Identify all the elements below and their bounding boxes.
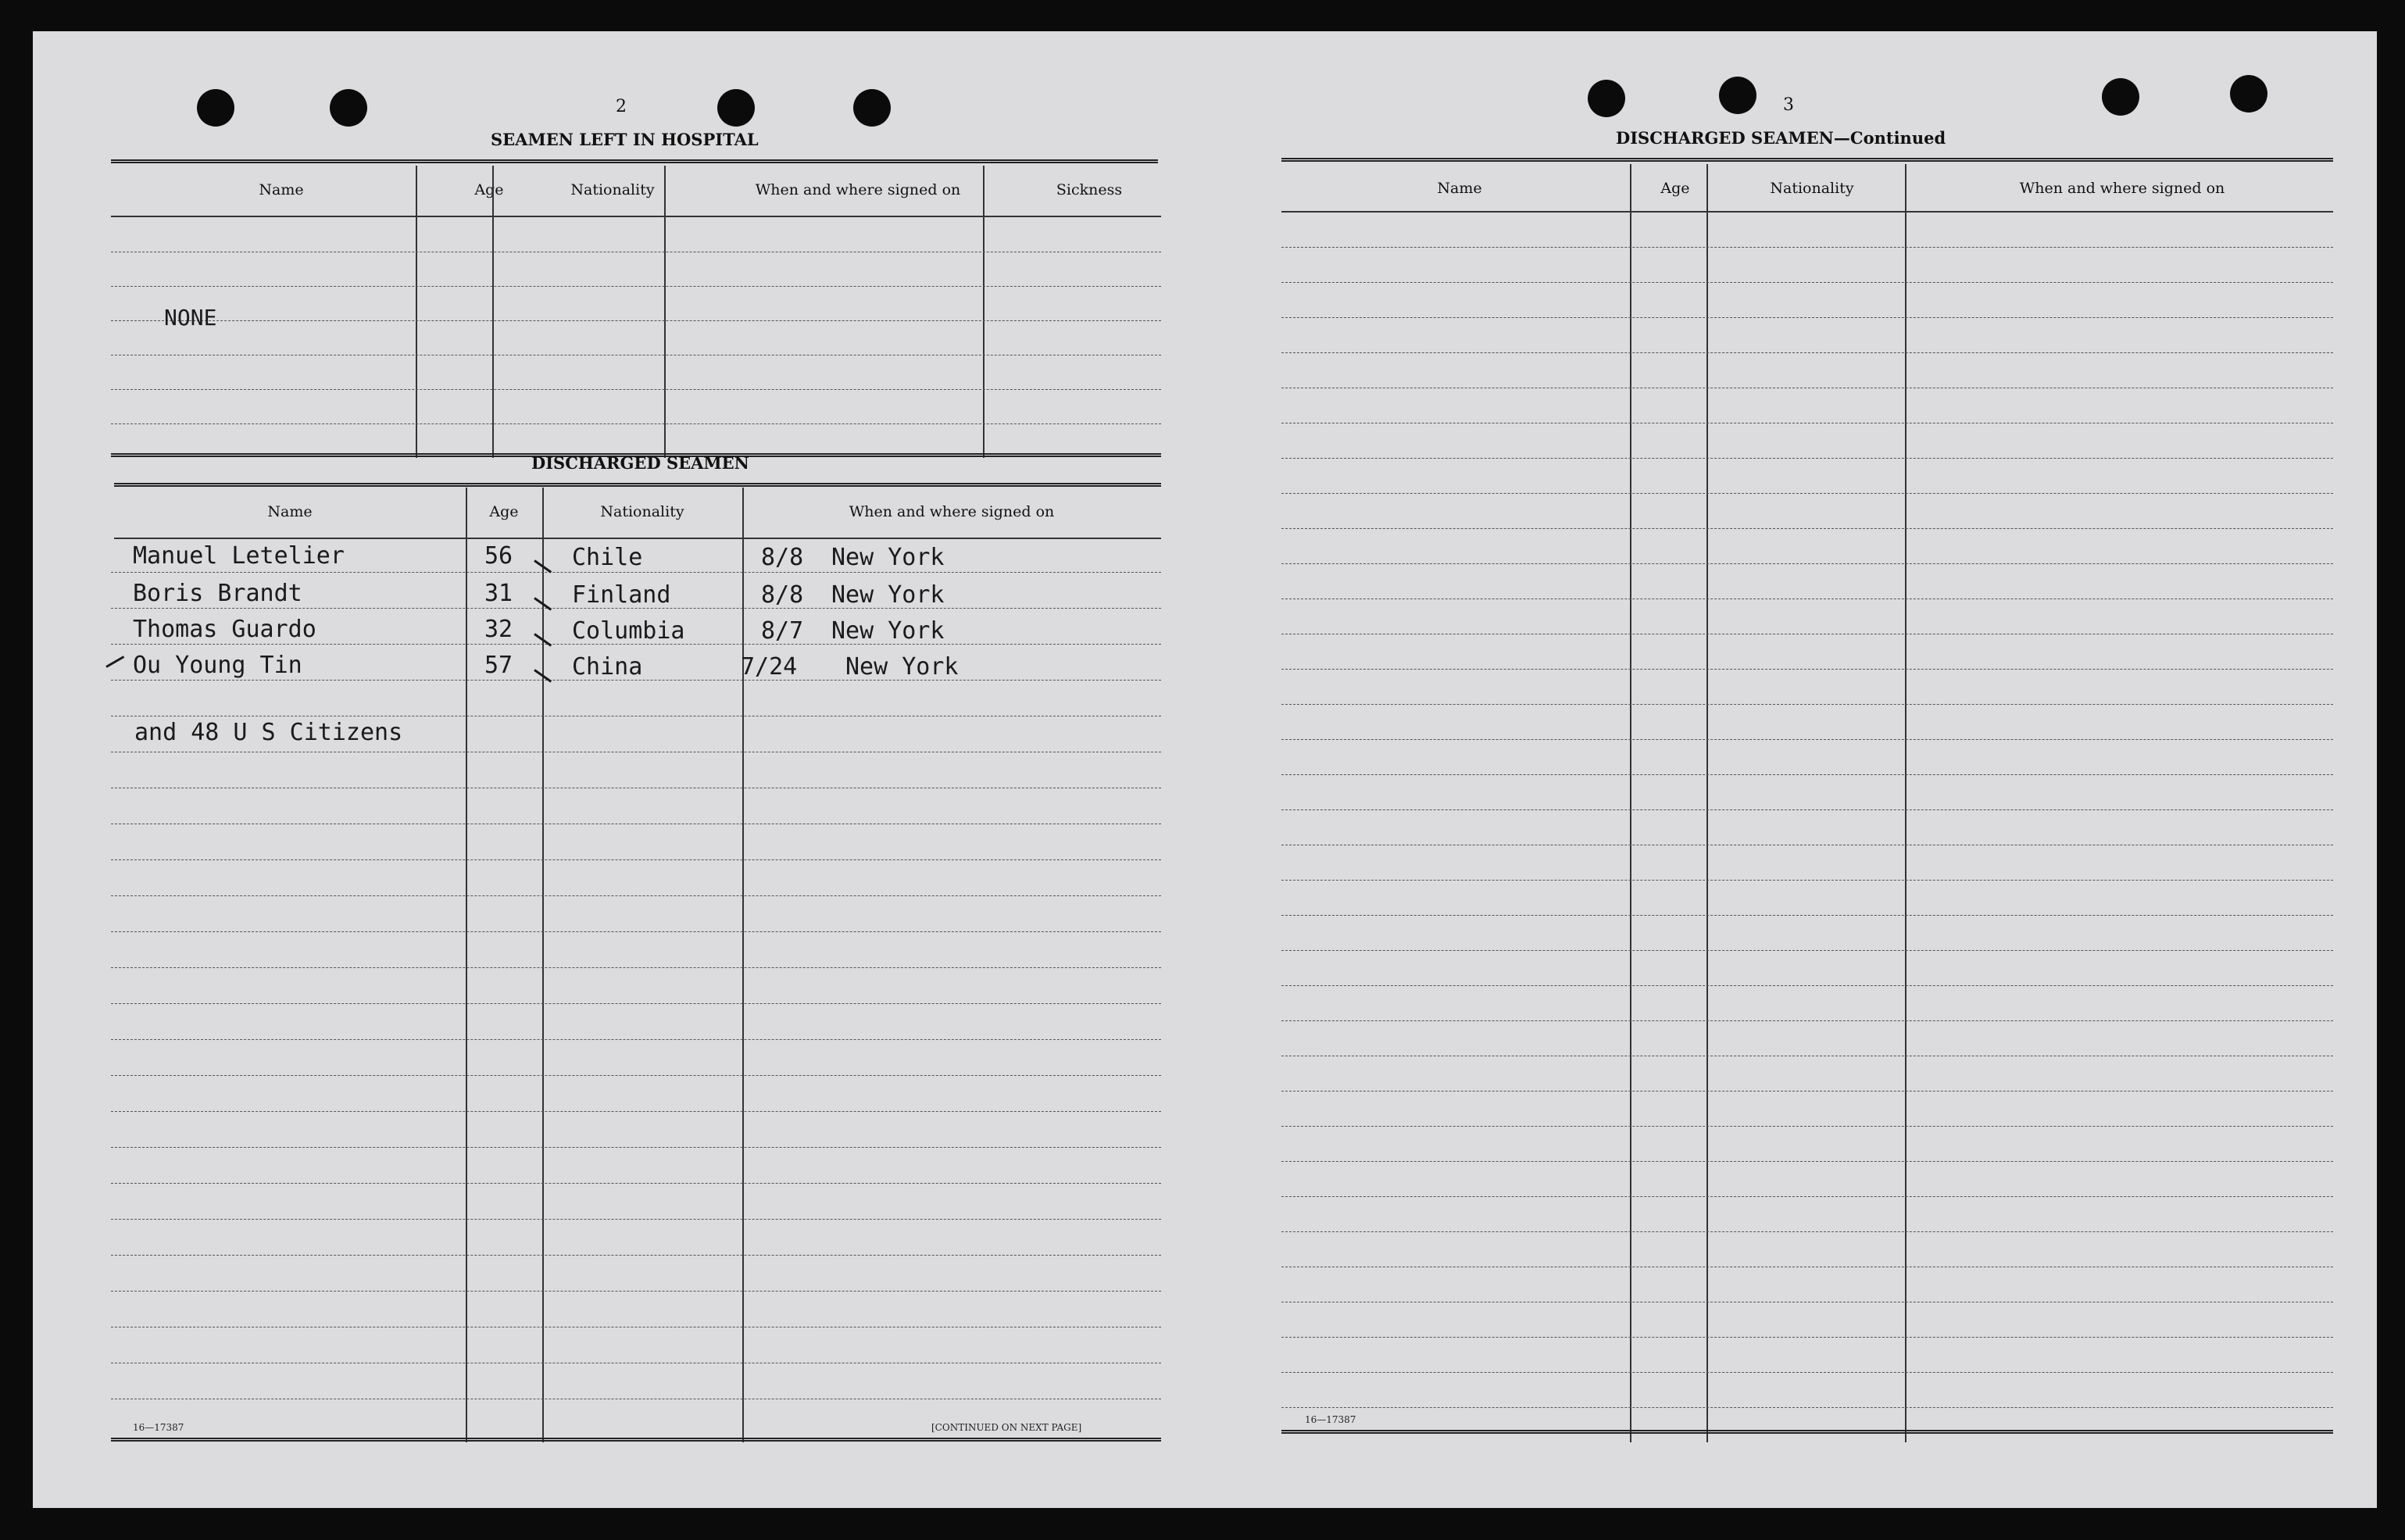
column-header-name: Name <box>259 181 304 198</box>
punch-hole <box>330 89 367 127</box>
column-header-age: Age <box>1660 180 1690 197</box>
column-header-age: Age <box>489 503 519 520</box>
seaman-nationality: Finland <box>572 581 671 609</box>
signed-on-place: New York <box>831 544 945 571</box>
page-number: 3 <box>1783 95 1794 115</box>
page-number: 2 <box>616 97 627 116</box>
signed-on-place: New York <box>831 617 945 645</box>
signed-on-date: 7/24 <box>741 653 798 681</box>
seaman-nationality: Chile <box>572 544 643 571</box>
seaman-name: Manuel Letelier <box>133 542 345 570</box>
column-header-age: Age <box>474 181 504 198</box>
seaman-age: 32 <box>484 616 513 643</box>
signed-on-place: New York <box>831 581 945 609</box>
form-sheet <box>33 31 2377 1508</box>
hospital-entry: NONE <box>164 305 217 331</box>
punch-hole <box>1719 77 1756 114</box>
check-mark-icon <box>105 656 124 668</box>
column-header-signed-on: When and where signed on <box>2019 180 2225 197</box>
seaman-name: Boris Brandt <box>133 580 302 607</box>
punch-hole <box>197 89 234 127</box>
title-main: DISCHARGED SEAMEN <box>1616 128 1834 148</box>
seaman-nationality: China <box>572 653 643 681</box>
punch-hole <box>717 89 755 127</box>
column-header-name: Name <box>267 503 313 520</box>
form-number: 16—17387 <box>1305 1414 1356 1425</box>
column-header-nationality: Nationality <box>600 503 684 520</box>
signed-on-date: 8/8 <box>761 581 804 609</box>
punch-hole <box>2230 75 2267 113</box>
punch-hole <box>853 89 891 127</box>
title-continued: —Continued <box>1833 128 1946 148</box>
signed-on-place: New York <box>845 653 959 681</box>
seaman-name: Ou Young Tin <box>133 652 302 679</box>
form-number: 16—17387 <box>133 1422 184 1433</box>
continued-note: [CONTINUED ON NEXT PAGE] <box>931 1422 1082 1433</box>
column-header-nationality: Nationality <box>570 181 655 198</box>
column-header-name: Name <box>1437 180 1482 197</box>
signed-on-date: 8/7 <box>761 617 804 645</box>
signed-on-date: 8/8 <box>761 544 804 571</box>
hospital-section-title: SEAMEN LEFT IN HOSPITAL <box>491 130 759 149</box>
discharged-continued-title <box>1616 128 1946 148</box>
seaman-name: Thomas Guardo <box>133 616 316 643</box>
column-header-signed-on: When and where signed on <box>755 181 961 198</box>
punch-hole <box>2102 78 2139 116</box>
seaman-nationality: Columbia <box>572 617 685 645</box>
punch-hole <box>1588 80 1625 117</box>
seaman-age: 57 <box>484 652 513 679</box>
column-header-signed-on: When and where signed on <box>849 503 1055 520</box>
seaman-age: 31 <box>484 580 513 607</box>
discharged-section-title: DISCHARGED SEAMEN <box>531 453 749 473</box>
citizens-note: and 48 U S Citizens <box>134 719 403 746</box>
seaman-age: 56 <box>484 542 513 570</box>
column-header-nationality: Nationality <box>1770 180 1854 197</box>
column-header-sickness: Sickness <box>1056 181 1123 198</box>
